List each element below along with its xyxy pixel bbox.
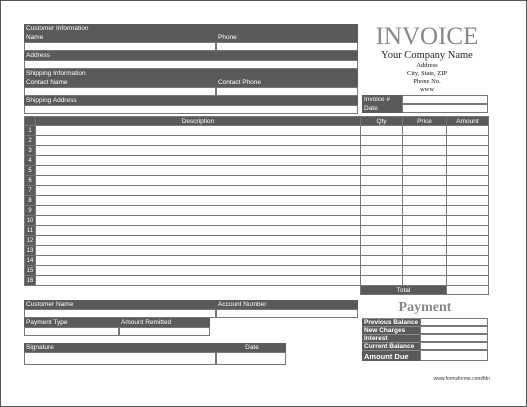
qty-cell[interactable] <box>361 166 403 176</box>
payment-row <box>362 326 488 334</box>
payment-title: Payment <box>398 300 452 315</box>
price-cell[interactable] <box>403 236 447 246</box>
price-cell[interactable] <box>403 176 447 186</box>
total-field[interactable] <box>447 286 489 295</box>
description-cell[interactable] <box>36 166 361 176</box>
price-cell[interactable] <box>403 276 447 286</box>
col-price: Price <box>403 117 447 126</box>
customer-section-header: Customer Information <box>24 24 358 33</box>
amount-remitted-field[interactable] <box>119 327 210 336</box>
price-cell[interactable] <box>403 256 447 266</box>
shipping-address-field[interactable] <box>24 105 358 114</box>
footer-credit: www.formsforme.com/fdn <box>433 376 490 382</box>
table-row <box>25 246 489 256</box>
signature-label: Signature <box>24 343 216 352</box>
description-cell[interactable] <box>36 136 361 146</box>
amount-cell[interactable] <box>447 186 489 196</box>
qty-cell[interactable] <box>361 276 403 286</box>
bottom-account-number-label: Account Number <box>216 300 358 309</box>
payment-row-label: New Charges <box>362 326 420 334</box>
row-number: 11 <box>25 226 36 236</box>
bottom-customer-name-label: Customer Name <box>24 300 216 309</box>
price-cell[interactable] <box>403 146 447 156</box>
customer-address-label: Address <box>24 51 358 60</box>
company-name: Your Company Name <box>381 50 473 61</box>
payment-row-value[interactable] <box>420 342 488 350</box>
amount-cell[interactable] <box>447 236 489 246</box>
price-cell[interactable] <box>403 266 447 276</box>
amount-cell[interactable] <box>447 196 489 206</box>
table-row <box>25 266 489 276</box>
signature-field[interactable] <box>24 352 216 365</box>
description-cell[interactable] <box>36 146 361 156</box>
table-row <box>25 186 489 196</box>
qty-cell[interactable] <box>361 256 403 266</box>
amount-cell[interactable] <box>447 176 489 186</box>
col-qty: Qty <box>361 117 403 126</box>
description-cell[interactable] <box>36 186 361 196</box>
price-cell[interactable] <box>403 166 447 176</box>
amount-cell[interactable] <box>447 266 489 276</box>
amount-cell[interactable] <box>447 226 489 236</box>
shipping-contact-name-field[interactable] <box>24 87 216 96</box>
price-cell[interactable] <box>403 186 447 196</box>
table-row <box>25 256 489 266</box>
table-row <box>25 276 489 286</box>
qty-cell[interactable] <box>361 206 403 216</box>
price-cell[interactable] <box>403 156 447 166</box>
description-cell[interactable] <box>36 256 361 266</box>
payment-type-label: Payment Type <box>24 318 119 327</box>
customer-address-field[interactable] <box>24 60 358 69</box>
row-number: 4 <box>25 156 36 166</box>
table-row <box>25 176 489 186</box>
payment-row-label: Interest <box>362 334 420 342</box>
col-description: Description <box>36 117 361 126</box>
payment-row <box>362 334 488 342</box>
payment-row <box>362 318 488 326</box>
description-cell[interactable] <box>36 206 361 216</box>
bottom-customer-name-field[interactable] <box>24 309 216 318</box>
bottom-date-field[interactable] <box>216 352 286 365</box>
price-cell[interactable] <box>403 216 447 226</box>
qty-cell[interactable] <box>361 136 403 146</box>
invoice-date-field[interactable] <box>402 104 488 113</box>
qty-cell[interactable] <box>361 186 403 196</box>
row-number: 10 <box>25 216 36 226</box>
payment-row <box>362 342 488 350</box>
row-number: 7 <box>25 186 36 196</box>
amount-cell[interactable] <box>447 166 489 176</box>
company-city: City, State, ZIP <box>406 70 448 77</box>
qty-cell[interactable] <box>361 126 403 136</box>
row-number: 15 <box>25 266 36 276</box>
table-row <box>25 206 489 216</box>
payment-row-value[interactable] <box>420 318 488 326</box>
shipping-contact-name-label: Contact Name <box>24 78 216 87</box>
items-table <box>24 116 489 295</box>
row-number: 16 <box>25 276 36 286</box>
table-row <box>25 136 489 146</box>
row-number: 5 <box>25 166 36 176</box>
description-cell[interactable] <box>36 236 361 246</box>
row-number: 13 <box>25 246 36 256</box>
table-row <box>25 156 489 166</box>
shipping-section-header: Shipping Information <box>24 69 358 78</box>
description-cell[interactable] <box>36 246 361 256</box>
payment-row-value[interactable] <box>420 350 488 361</box>
amount-cell[interactable] <box>447 276 489 286</box>
description-cell[interactable] <box>36 226 361 236</box>
company-web: www <box>419 86 435 93</box>
amount-remitted-label: Amount Remitted <box>119 318 210 327</box>
invoice-title: INVOICE <box>375 23 479 50</box>
row-number: 1 <box>25 126 36 136</box>
price-cell[interactable] <box>403 206 447 216</box>
row-number: 14 <box>25 256 36 266</box>
row-number: 3 <box>25 146 36 156</box>
description-cell[interactable] <box>36 126 361 136</box>
description-cell[interactable] <box>36 156 361 166</box>
row-number: 2 <box>25 136 36 146</box>
row-number: 12 <box>25 236 36 246</box>
shipping-address-label: Shipping Address <box>24 96 358 105</box>
shipping-contact-phone-label: Contact Phone <box>216 78 358 87</box>
amount-cell[interactable] <box>447 216 489 226</box>
payment-row-value[interactable] <box>420 326 488 334</box>
col-amount: Amount <box>447 117 489 126</box>
description-cell[interactable] <box>36 276 361 286</box>
description-cell[interactable] <box>36 266 361 276</box>
amount-cell[interactable] <box>447 206 489 216</box>
customer-phone-field[interactable] <box>216 42 358 51</box>
amount-cell[interactable] <box>447 256 489 266</box>
price-cell[interactable] <box>403 136 447 146</box>
payment-row-value[interactable] <box>420 334 488 342</box>
price-cell[interactable] <box>403 246 447 256</box>
payment-summary <box>362 318 488 361</box>
qty-cell[interactable] <box>361 246 403 256</box>
qty-cell[interactable] <box>361 266 403 276</box>
qty-cell[interactable] <box>361 236 403 246</box>
company-address: Address <box>416 62 438 69</box>
table-row <box>25 126 489 136</box>
qty-cell[interactable] <box>361 146 403 156</box>
bottom-date-label: Date <box>216 343 286 352</box>
price-cell[interactable] <box>403 226 447 236</box>
payment-row-label: Current Balance <box>362 342 420 350</box>
amount-cell[interactable] <box>447 126 489 136</box>
qty-cell[interactable] <box>361 156 403 166</box>
col-number <box>25 117 36 126</box>
invoice-number-label: Invoice # <box>362 95 402 104</box>
price-cell[interactable] <box>403 196 447 206</box>
shipping-contact-phone-field[interactable] <box>216 87 358 96</box>
customer-phone-label: Phone <box>216 33 358 42</box>
description-cell[interactable] <box>36 176 361 186</box>
invoice-date-label: Date <box>362 104 402 113</box>
amount-cell[interactable] <box>447 156 489 166</box>
payment-type-field[interactable] <box>24 327 119 336</box>
payment-row-label: Previous Balance <box>364 319 419 326</box>
table-row <box>25 166 489 176</box>
qty-cell[interactable] <box>361 176 403 186</box>
description-cell[interactable] <box>36 216 361 226</box>
table-row <box>25 216 489 226</box>
table-row <box>25 236 489 246</box>
company-phone: Phone No. <box>413 78 441 85</box>
qty-cell[interactable] <box>361 216 403 226</box>
qty-cell[interactable] <box>361 226 403 236</box>
amount-cell[interactable] <box>447 246 489 256</box>
payment-row <box>362 350 488 361</box>
table-row <box>25 146 489 156</box>
customer-name-label: Name <box>24 33 216 42</box>
description-cell[interactable] <box>36 196 361 206</box>
row-number: 9 <box>25 206 36 216</box>
amount-cell[interactable] <box>447 136 489 146</box>
payment-row-label: Amount Due <box>362 350 420 361</box>
table-row <box>25 196 489 206</box>
amount-cell[interactable] <box>447 146 489 156</box>
row-number: 8 <box>25 196 36 206</box>
price-cell[interactable] <box>403 126 447 136</box>
qty-cell[interactable] <box>361 196 403 206</box>
customer-name-field[interactable] <box>24 42 216 51</box>
row-number: 6 <box>25 176 36 186</box>
total-label: Total <box>361 286 447 295</box>
table-row <box>25 226 489 236</box>
invoice-number-field[interactable] <box>402 95 488 104</box>
bottom-account-number-field[interactable] <box>216 309 358 318</box>
